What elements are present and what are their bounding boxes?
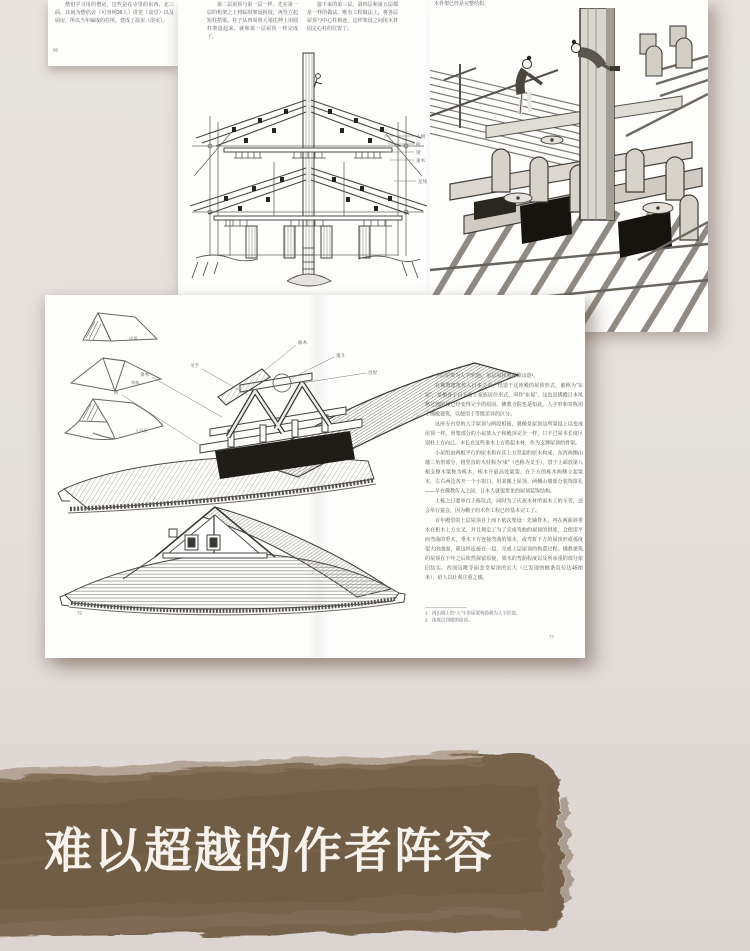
hip-roof-label: 寄栋 [131,380,140,386]
svg-text:鬼斗: 鬼斗 [336,353,346,358]
spread-body-text: 上层屋架为人字形造¹，底层屋顶则是歇山造²。 在佛教建筑传入日本之前，结造于这座殿的屋顶形式，被称为“东屋”，是栖身于自下而上家族居住形式，叫作“东屋”。这也是佛殿日本风格过渡阶段已经变得完全的原因。佛教寺院也是如此，人字形和寄栋用于佛殿建筑，以便用于等级差异的区分。 这座专台堂的人字屋顶与两段相接，就像是屋顶边所架设上以变成屋顶一样。骨架部分的小屋放入子和殿顶完全一样，只不过屋本长度区别柱上方向已。本长在这些垂木上方搭起木材，作为支撑屋顶的骨架。 小屋组由两根平行的原木和在其上方竖起的原木构成，东西两侧山墙三角形部分，将竖直的木材称为“束”（也称为叉手）。置于上面放第八根支撑木梁称为栋木，栋木升最高处梁架。在下方的栋木两侧立起梁木，左右两边各开一个小窗口，用来搬上屋顶。两侧山墙部分装饰窗孔——早在佛教传入之前，日本人就很常见的屋顶装饰结构。 上栋之日要举行上栋仪式，同时为了庆祝木材所需木工的辛劳，还会举行宴会，因为棚子的木作工程已经基本完工了。 百年殿堂的上层屋顶自上而下依次架设：先铺脊木，再在两面斜垂木在桁木上方交叉，并且规定了为了完成弯曲的屋顶的拱度，会使用平而弯曲的垂木，垂木下方连接弯曲的梁木，或弯折下方的屋顶形成弧度很大的曲面，就这样连接在一起，完成上层屋顶的构造过程。佛教建筑的屋顶在千年之后依然保留原貌，梁木的弯曲程度以及所承重的部分依旧结实。西面远眺寺庙金堂屋顶的宏大（已发现的檩条直径达45厘米），给人以壮观庄重之感。 [425,373,583,581]
svg-text:桁: 桁 [416,142,421,147]
page-b-column1: 第二层屋顶与第一层一样，先在第一层的桁架之上将临时架设拆枝，再竖立起短柱搭梁。柱子从四周将大梁托押上用圆柱架设起来，就和第一层屋顶一样完成了。 [207,2,298,40]
footnote-divider [425,607,467,608]
pagoda-cross-section-diagram [188,50,428,295]
banner-section [0,740,750,951]
svg-text:垂木: 垂木 [140,372,150,377]
svg-text:母屋: 母屋 [368,370,378,375]
worker-figure-left [520,56,542,114]
svg-text:足场: 足场 [418,179,428,184]
right-page-number: 77 [549,635,555,640]
hip-gable-house-drawing [57,495,407,635]
banner-title: 难以超越的作者阵容 [44,825,495,878]
svg-text:斗栱: 斗栱 [416,134,426,139]
hip-gable-roof-label: 入母屋 [135,428,148,434]
spread-footnotes: 1 两山墙上的“人”字形屋架构造称为人字形造。 2 指底层四坡的屋顶。 [425,610,521,623]
carpenters-illustration [430,8,708,332]
page-c-caption: 木骨架已经是完整结构。 [434,1,489,7]
svg-text:梁: 梁 [416,150,421,155]
tiny-worker-figure [314,74,322,88]
page-b-column2: 接下来的第三层、第四层和第五层都是一样的做法，唯有工程做法上，将各层屋顶与中心柱相连，这样架设之间用木材固定心柱的位置了。 [307,2,398,32]
book-spread-roofs [45,295,585,658]
svg-text:叉手: 叉手 [190,363,200,368]
gable-roof-label: 切妻 [129,336,138,342]
svg-text:栋木: 栋木 [298,340,308,345]
svg-text:垂木: 垂木 [416,158,426,163]
left-page-number: 76 [77,611,83,616]
svg-text:桁: 桁 [114,390,119,395]
page-a-text: 僧们学习用的僧房，这些是在寺里的东西、北三面，其间为僧侣舍（可容纳36人）讲堂（食堂）以及厨房，所以当年编成的住所，建成了温室（浴室）。 [55,2,174,24]
pagoda-diagram-labels [416,133,428,185]
page-a-number: 88 [53,48,59,53]
book-page-pagoda [178,0,430,296]
book-page-construction-scene [430,0,708,332]
book-page-top-left [48,0,178,66]
